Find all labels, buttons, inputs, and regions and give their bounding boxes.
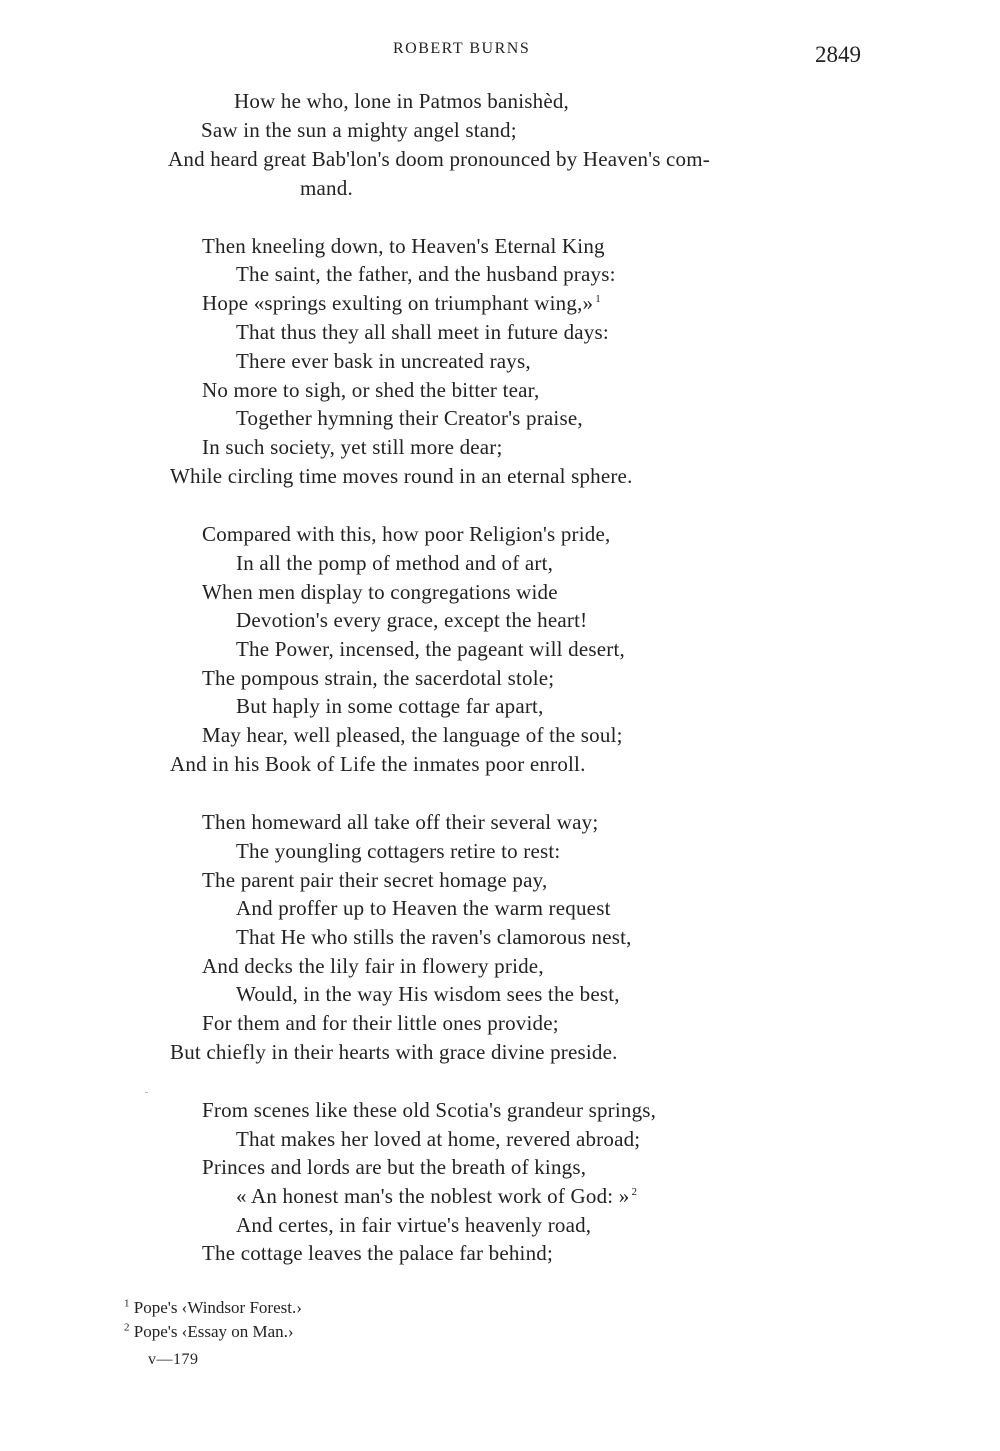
poem-line [202, 291, 601, 315]
poem-line: mand. [300, 176, 353, 200]
poem-line: And in his Book of Life the inmates poor enroll. [170, 752, 586, 776]
poem-line: That makes her loved at home, revered abroad; [236, 1127, 641, 1151]
poem-line: Would, in the way His wisdom sees the best, [236, 982, 620, 1006]
footnote-text: Pope's ‹Windsor Forest.› [133, 1298, 302, 1317]
footnote [124, 1298, 302, 1318]
poem-line: The pompous strain, the sacerdotal stole; [202, 666, 555, 690]
poem-line: For them and for their little ones provide; [202, 1011, 559, 1035]
poem-line: The Power, incensed, the pageant will desert, [236, 637, 625, 661]
poem-line: From scenes like these old Scotia's grandeur springs, [202, 1098, 657, 1122]
poem-line: Then kneeling down, to Heaven's Eternal King [202, 234, 605, 258]
poem-line: That He who stills the raven's clamorous nest, [236, 925, 632, 949]
poem-line: But chiefly in their hearts with grace divine preside. [170, 1040, 618, 1064]
divider [145, 1092, 148, 1093]
footnote-ref: 2 [631, 1186, 638, 1198]
poem-line: And heard great Bab'lon's doom pronounced by Heaven's com- [168, 147, 710, 171]
footnote-text: Pope's ‹Essay on Man.› [133, 1322, 294, 1341]
poem-line: The parent pair their secret homage pay, [202, 868, 548, 892]
footnote-marker: 2 [124, 1321, 130, 1334]
signature-mark: v—179 [148, 1351, 199, 1368]
footnote-marker: 1 [124, 1297, 130, 1310]
poem-line: How he who, lone in Patmos banishèd, [234, 89, 569, 113]
footnote [124, 1322, 294, 1342]
running-head: ROBERT BURNS [393, 40, 531, 57]
poem-line: Together hymning their Creator's praise, [236, 406, 583, 430]
poem-line: Then homeward all take off their several way; [202, 810, 599, 834]
poem-line: Princes and lords are but the breath of kings, [202, 1155, 587, 1179]
poem-line [236, 1184, 637, 1208]
poem-line: In such society, yet still more dear; [202, 435, 503, 459]
poem-line: While circling time moves round in an eternal sphere. [170, 464, 633, 488]
poem-line: The cottage leaves the palace far behind; [202, 1241, 554, 1265]
poem-line: Compared with this, how poor Religion's pride, [202, 522, 611, 546]
poem-line: But haply in some cottage far apart, [236, 694, 544, 718]
poem-line: The saint, the father, and the husband prays: [236, 262, 616, 286]
poem-line: The youngling cottagers retire to rest: [236, 839, 561, 863]
poem-line: No more to sigh, or shed the bitter tear, [202, 378, 540, 402]
poem-line-text: « An honest man's the noblest work of God: » [236, 1184, 630, 1208]
poem-line: And proffer up to Heaven the warm request [236, 896, 611, 920]
poem-line: In all the pomp of method and of art, [236, 551, 554, 575]
poem-line: And decks the lily fair in flowery pride, [202, 954, 544, 978]
poem-line: Devotion's every grace, except the heart! [236, 608, 588, 632]
page-number: 2849 [815, 42, 861, 67]
poem-line-text: Hope «springs exulting on triumphant wing,» [202, 291, 594, 315]
poem-line: Saw in the sun a mighty angel stand; [201, 118, 517, 142]
poem-line: There ever bask in uncreated rays, [236, 349, 531, 373]
footnote-ref: 1 [595, 293, 601, 305]
poem-line: And certes, in fair virtue's heavenly road, [236, 1213, 592, 1237]
poem-line: When men display to congregations wide [202, 580, 558, 604]
poem-line: May hear, well pleased, the language of the soul; [202, 723, 623, 747]
poem-line: That thus they all shall meet in future days: [236, 320, 609, 344]
